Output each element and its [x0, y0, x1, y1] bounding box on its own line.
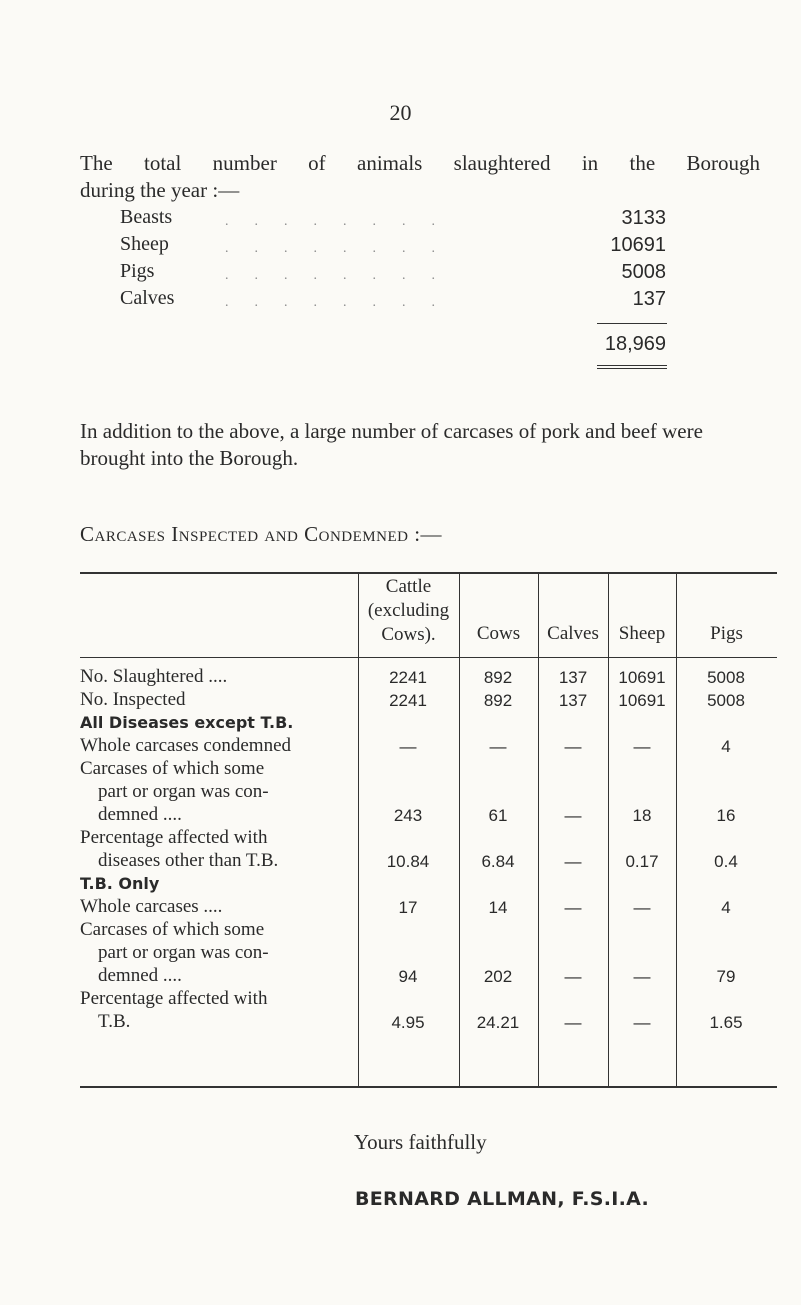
addition-paragraph: In addition to the above, a large number of carcases of pork and beef were brought into the Borough.: [80, 419, 703, 470]
animal-count: 137: [632, 288, 666, 310]
row-label: [80, 757, 269, 826]
row-label-line: Whole carcases condemned: [80, 735, 292, 756]
table-cell: —: [633, 967, 651, 986]
animal-name: Sheep: [120, 233, 169, 255]
intro-line-2: during the year :—: [80, 178, 240, 202]
table-cell: —: [399, 737, 417, 756]
table-cell: 79: [716, 967, 736, 986]
leader-dots: ........: [225, 268, 461, 283]
row-label: [80, 734, 291, 757]
table-cell: 4.95: [391, 1013, 425, 1032]
row-label: [80, 826, 278, 872]
row-label-line: T.B. Only: [80, 874, 160, 893]
row-label-line: part or organ was con-: [98, 942, 269, 963]
row-label: [80, 688, 186, 711]
animal-count: 10691: [610, 234, 666, 256]
table-cell: 10691: [618, 668, 666, 687]
leader-dots: ........: [225, 295, 461, 310]
table-cell: 2241: [389, 691, 427, 710]
table-cell: —: [633, 1013, 651, 1032]
header-cattle-line: Cows).: [381, 624, 436, 645]
table-cell: 1.65: [709, 1013, 743, 1032]
header-cattle-line: (excluding: [367, 600, 450, 621]
table-cell: 24.21: [476, 1013, 520, 1032]
row-label-line: T.B.: [98, 1011, 131, 1032]
table-cell: 243: [393, 806, 423, 825]
page-number: 20: [389, 100, 412, 125]
table-cell: 892: [483, 691, 513, 710]
table-cell: 0.17: [625, 852, 659, 871]
table-cell: —: [564, 898, 582, 917]
table-cell: —: [564, 1013, 582, 1032]
row-label-line: demned ....: [98, 965, 182, 986]
table-cell: 4: [721, 898, 731, 917]
row-label-line: Whole carcases ....: [80, 896, 223, 917]
row-label: [80, 895, 222, 918]
row-label: [80, 665, 227, 688]
table-cell: —: [633, 737, 651, 756]
row-label-line: Carcases of which some: [80, 919, 265, 940]
column-divider: [608, 574, 609, 1086]
table-cell: —: [489, 737, 507, 756]
row-label-line: All Diseases except T.B.: [80, 713, 294, 732]
animal-name: Pigs: [120, 260, 155, 282]
section-heading-text: Carcases Inspected and Condemned :—: [80, 522, 443, 546]
row-label-line: Percentage affected with: [80, 827, 268, 848]
column-divider: [538, 574, 539, 1086]
animal-count: 3133: [621, 207, 666, 229]
row-label-line: No. Inspected: [80, 689, 186, 710]
table-cell: 18: [632, 806, 652, 825]
table-cell: 10691: [618, 691, 666, 710]
table-cell: —: [564, 737, 582, 756]
sum-rule: [597, 323, 667, 324]
row-label: [80, 918, 269, 987]
table-cell: 137: [558, 668, 588, 687]
table-cell: 5008: [707, 668, 745, 687]
leader-dots: ........: [225, 214, 461, 229]
table-cell: 4: [721, 737, 731, 756]
section-label: [80, 872, 159, 895]
total-count: 18,969: [604, 333, 666, 355]
column-divider: [459, 574, 460, 1086]
closing-line: Yours faithfully: [354, 1130, 487, 1154]
section-heading: [80, 522, 442, 547]
row-label-line: diseases other than T.B.: [98, 850, 279, 871]
row-label-line: No. Slaughtered ....: [80, 666, 228, 687]
intro-line-1: The total number of animals slaughtered in the Borough: [80, 151, 760, 175]
table-cell: 892: [483, 668, 513, 687]
table-cell: 17: [398, 898, 418, 917]
table-cell: 10.84: [386, 852, 430, 871]
table-cell: 16: [716, 806, 736, 825]
row-label: [80, 987, 267, 1033]
header-calves: Calves: [547, 623, 599, 644]
leader-dots: ........: [225, 241, 461, 256]
section-label: [80, 711, 293, 734]
header-rule: [80, 657, 777, 658]
table-top-rule: [80, 572, 777, 574]
header-cattle-line: Cattle: [385, 576, 432, 597]
table-cell: —: [633, 898, 651, 917]
header-cattle: [358, 575, 459, 647]
table-cell: 6.84: [481, 852, 515, 871]
table-cell: —: [564, 806, 582, 825]
table-cell: 61: [488, 806, 508, 825]
animal-count: 5008: [621, 261, 666, 283]
table-cell: 94: [398, 967, 418, 986]
animal-name: Beasts: [120, 206, 173, 228]
table-bottom-rule: [80, 1086, 777, 1088]
table-cell: 137: [558, 691, 588, 710]
double-rule-top: [597, 365, 667, 366]
table-cell: 0.4: [714, 852, 738, 871]
signature: BERNARD ALLMAN, F.S.I.A.: [355, 1188, 650, 1210]
header-cows: Cows: [476, 623, 521, 644]
table-cell: 5008: [707, 691, 745, 710]
table-cell: 2241: [389, 668, 427, 687]
row-label-line: part or organ was con-: [98, 781, 269, 802]
animal-name: Calves: [120, 287, 175, 309]
row-label-line: Carcases of which some: [80, 758, 265, 779]
column-divider: [358, 574, 359, 1086]
header-sheep: Sheep: [618, 623, 666, 644]
table-cell: —: [564, 852, 582, 871]
row-label-line: Percentage affected with: [80, 988, 268, 1009]
column-divider: [676, 574, 677, 1086]
table-cell: 202: [483, 967, 513, 986]
table-cell: 14: [488, 898, 508, 917]
row-label-line: demned ....: [98, 804, 182, 825]
intro-text: [80, 150, 760, 204]
header-pigs: Pigs: [710, 623, 743, 644]
table-cell: —: [564, 967, 582, 986]
double-rule-bottom: [597, 368, 667, 369]
